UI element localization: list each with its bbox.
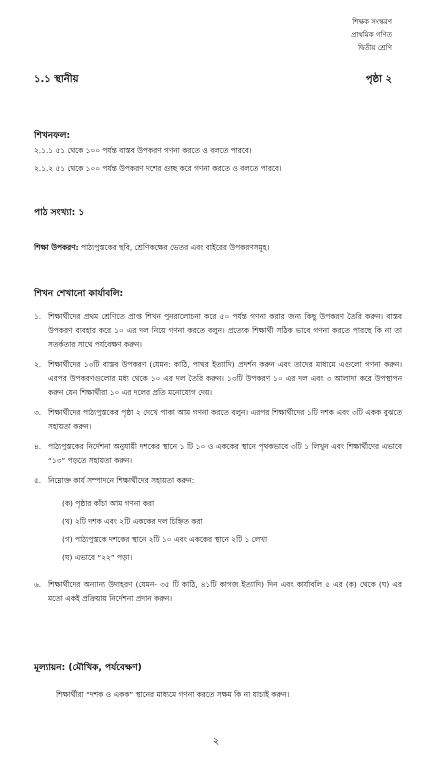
activity-number: ২. [34, 360, 42, 369]
period-count: পাঠ সংখ্যা: ১ [34, 208, 85, 218]
activity-sub-item: (খ) ২টি দশক এবং ২টি এককের দল চিহ্নিত করা [62, 517, 203, 526]
activity-sub-item: (ঘ) এভাবে “২২” পড়া। [62, 553, 133, 562]
assessment-heading: মূল্যায়ন: (মৌখিক, পর্যবেক্ষণ) [34, 663, 142, 673]
learning-outcome-item: ২.১.১ ৫১ থেকে ১০০ পর্যন্ত বাস্তব উপকরণ গণনা করতে ও বলতে পারবে। [34, 146, 252, 155]
activities-heading: শিখন শেখানো কার্যাবলি: [34, 289, 124, 299]
header-grade: দ্বিতীয় শ্রেণি [358, 44, 392, 52]
learning-outcomes-heading: শিখনফল: [34, 131, 71, 141]
book-header [351, 16, 392, 55]
assessment-text: শিক্ষার্থীরা “দশক ও একক” স্থানের মাধ্যমে গণনা করতে সক্ষম কি না যাচাই করুন। [56, 690, 290, 699]
activity-sub-item: (গ) পাঠ্যপুস্তকে দশকের স্থানে ২টি ১০ এবং এককের স্থানে ২টি ১ লেখা [62, 535, 268, 544]
activity-text: পাঠ্যপুস্তকের নির্দেশনা অনুযায়ী দশকের স্থানে ১ টি ১০ ও এককের স্থানে পৃথকভাবে ৩টি ১ লিখুন এবং শিক্ষার্থীদের এভাবে “১৩” পড়তে সহায়তা করুন। [48, 442, 402, 465]
activity-number: ১. [34, 312, 42, 321]
activity-text: শিক্ষার্থীদের ১৩টি বাস্তব উপকরণ (যেমন: কাঠি, পাথর ইত্যাদি) প্রদর্শন করুন এবং তাদের মাধ্যমে এগুলো গণনা করুন। এরপর উপকরণগুলোর মধ্য থেকে ১০ এর দল তৈরি করুন। ১৩টি উপকরণ ১০ এর দল এবং ৩ আলাদা করে উপস্থাপন করুন যেন শিক্ষার্থীরা ১০ এর দলের প্রতি মনোযোগ দেয়। [48, 360, 402, 397]
materials-text: পাঠ্যপুস্তকের ছবি, শ্রেণিকক্ষের ভেতর এবং বাইরের উপকরণসমূহ। [80, 243, 270, 252]
activity-number: ৩. [34, 408, 42, 417]
learning-outcome-item: ২.১.২ ৫১ থেকে ১০০ পর্যন্ত উপকরণ দশের গুচ্ছ করে গণনা করতে ও বলতে পারবে। [34, 164, 282, 173]
textbook-page-label: পৃষ্ঠা ২ [365, 74, 392, 85]
activity-number: ৫. [34, 476, 42, 485]
materials-label: শিক্ষা উপকরণ: [34, 243, 79, 252]
header-subject: প্রাথমিক গণিত [351, 31, 392, 39]
teaching-materials [34, 242, 396, 254]
activity-item [34, 310, 402, 352]
activity-item [34, 440, 402, 468]
activity-item [34, 358, 402, 400]
activity-number: ৬. [34, 580, 42, 589]
activity-number: ৪. [34, 442, 42, 451]
activities-list [34, 310, 402, 494]
activity-text: নিম্নোক্ত কার্য সম্পাদনে শিক্ষার্থীদের সহায়তা করুন: [48, 476, 195, 485]
header-edition: শিক্ষক সংস্করণ [352, 18, 392, 26]
activity-sub-item: (ক) পৃষ্ঠার কাঁচা আম গণনা করা [62, 499, 155, 508]
activity-text: শিক্ষার্থীদের পাঠ্যপুস্তকের পৃষ্ঠা ২ দেখে পাকা আম গণনা করতে বলুন। এরপর শিক্ষার্থীদের ১টি দশক এবং ৩টি একক বুঝতে সহায়তা করুন। [48, 408, 402, 431]
lesson-title-row [34, 72, 392, 88]
activity-item [34, 474, 402, 488]
lesson-title: ১.১ স্থানীয় [34, 74, 79, 85]
activity-text: শিক্ষার্থীদের অন্যান্য উদাহরণ (যেমন- ৩৫ টি কাঠি, ৪১টি কাগজ ইত্যাদি) দিন এবং কার্যাবলি ৫ এর (ক) থেকে (ঘ) এর মতো একই প্রক্রিয়ায় নির্দেশনা প্রদান করুন। [48, 580, 402, 603]
activity-text: শিক্ষার্থীদের প্রথম শ্রেণিতে প্রাপ্ত শিখন পুনরালোচনা করে ৫০ পর্যন্ত গণনা করার জন্য কিছু উপকরণ তৈরি করুন। বাস্তব উপকরণ ব্যবহার করে ১০ এর দল নিয়ে গণনা করতে বলুন। প্রত্যেক শিক্ষার্থী সঠিক ভাবে গণনা করতে পারছে কি না তা সতর্কতার সাথে পর্যবেক্ষণ করুন। [48, 312, 402, 349]
page-number: ২ [212, 736, 220, 747]
activity-item [34, 578, 402, 606]
activity-item [34, 406, 402, 434]
